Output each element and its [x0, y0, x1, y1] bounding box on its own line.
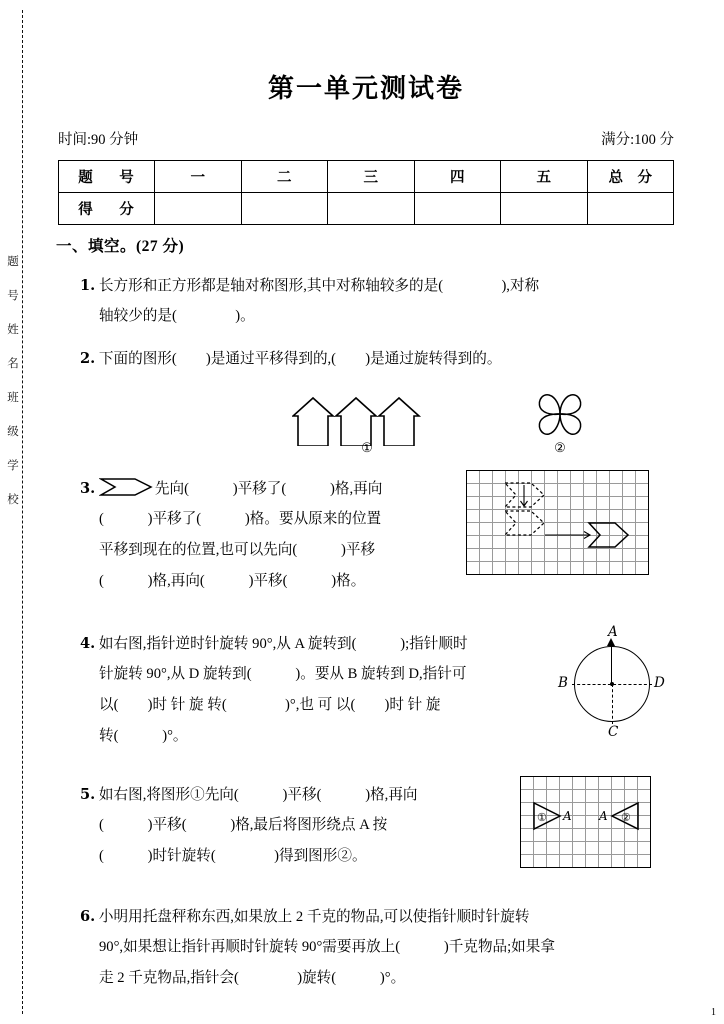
svg-text:A: A: [599, 809, 608, 823]
score-table-cell: 四: [414, 161, 501, 193]
strip-char: 名: [7, 358, 19, 370]
question-4-line2: [99, 659, 549, 690]
strip-char: 姓: [7, 324, 19, 336]
exam-page: [46, 0, 724, 1024]
question-number: 1.: [80, 277, 96, 294]
strip-char: 校: [7, 494, 19, 506]
score-input-cell[interactable]: [501, 193, 588, 225]
score-table-cell: 五: [501, 161, 588, 193]
question-text: 先向( )平移了( )格,再向: [154, 481, 383, 497]
question-text: ( )时针旋转( )得到图形②。: [99, 848, 367, 864]
svg-text:②: ②: [621, 811, 631, 824]
strip-char: 班: [7, 392, 19, 404]
question-text: ( )平移了( )格。要从原来的位置: [99, 511, 382, 527]
question-3-line2: [99, 504, 509, 535]
question-3: [80, 473, 500, 505]
score-input-cell[interactable]: [587, 193, 674, 225]
strip-char: 级: [7, 426, 19, 438]
dashed-fold-line: [22, 10, 23, 1014]
question-text: ( )格,再向( )平移( )格。: [99, 573, 366, 589]
page-number: 1: [711, 1007, 716, 1018]
question-1: [80, 270, 680, 302]
score-input-cell[interactable]: [241, 193, 328, 225]
question-4: [80, 628, 550, 660]
question-number: 3.: [80, 480, 96, 497]
circle-label-b: B: [558, 675, 568, 691]
circle-label-a: A: [608, 624, 618, 640]
question-text: 小明用托盘秤称东西,如果放上 2 千克的物品,可以使指针顺时针旋转: [98, 909, 530, 925]
question-text: 轴较少的是( )。: [99, 308, 255, 324]
question-text: 如右图,将图形①先向( )平移( )格,再向: [98, 787, 418, 803]
circle-label-d: D: [654, 675, 665, 691]
center-dot: [610, 682, 614, 686]
score-table-cell: 二: [241, 161, 328, 193]
question-5-line2: [99, 810, 549, 841]
score-input-cell[interactable]: [328, 193, 415, 225]
exam-meta: [58, 128, 674, 149]
question-3-line4: [99, 566, 509, 597]
question-5: [80, 779, 550, 811]
question-number: 6.: [80, 908, 96, 925]
question-1-line2: [99, 301, 679, 332]
score-table-cell: 题 号: [59, 161, 155, 193]
table-row: [59, 161, 674, 193]
question-6-line2: [99, 932, 679, 963]
vertical-axis-dashed: [612, 684, 613, 724]
clover-figure: [528, 386, 592, 446]
question-text: 下面的图形( )是通过平移得到的,( )是通过旋转得到的。: [98, 351, 502, 367]
question-number: 4.: [80, 635, 96, 652]
score-table-cell: 总 分: [587, 161, 674, 193]
question-text: ( )平移( )格,最后将图形绕点 A 按: [99, 817, 388, 833]
svg-text:①: ①: [537, 811, 547, 824]
question-text: 如右图,指针逆时针旋转 90°,从 A 旋转到( );指针顺时: [98, 636, 468, 652]
question-text: 转( )°。: [99, 728, 188, 744]
question-5-grid: [520, 776, 651, 868]
question-text: 长方形和正方形都是轴对称图形,其中对称轴较多的是( ),对称: [98, 278, 540, 294]
question-3-line3: [99, 535, 509, 566]
circle-label-c: C: [608, 724, 619, 740]
time-limit: 时间:90 分钟: [58, 132, 139, 148]
question-5-line3: [99, 841, 549, 872]
score-table-cell: 一: [155, 161, 242, 193]
question-text: 平移到现在的位置,也可以先向( )平移: [99, 542, 376, 558]
score-input-cell[interactable]: [414, 193, 501, 225]
question-text: 针旋转 90°,从 D 旋转到( )。要从 B 旋转到 D,指针可: [99, 666, 467, 682]
pentagon-arrow-icon: [99, 478, 155, 496]
question-number: 2.: [80, 350, 96, 367]
score-table-cell: 得 分: [59, 193, 155, 225]
page-title: 第一单元测试卷: [267, 74, 464, 104]
question-6: [80, 901, 680, 933]
question-4-line4: [99, 721, 549, 752]
strip-char: 题: [7, 256, 19, 268]
svg-text:A: A: [563, 809, 572, 823]
question-number: 5.: [80, 786, 96, 803]
question-text: 90°,如果想让指针再顺时针旋转 90°需要再放上( )千克物品;如果拿: [99, 939, 555, 955]
score-input-cell[interactable]: [155, 193, 242, 225]
strip-char: 号: [7, 290, 19, 302]
score-table-cell: 三: [328, 161, 415, 193]
arrows-figure: [292, 396, 442, 446]
question-6-line3: [99, 963, 679, 994]
figure-caption-2: ②: [554, 440, 566, 455]
total-score: 满分:100 分: [601, 132, 674, 148]
question-3-grid: [466, 470, 649, 575]
strip-char: 学: [7, 460, 19, 472]
section-heading-fill-in-blanks: 一、填空。(27 分): [56, 238, 185, 255]
figure-caption-1: ①: [361, 440, 373, 455]
pointer-needle: [611, 644, 612, 686]
question-text: 走 2 千克物品,指针会( )旋转( )°。: [99, 970, 406, 986]
binding-strip-text: [5, 245, 21, 517]
question-text: 以( )时 针 旋 转( )°,也 可 以( )时 针 旋: [99, 697, 441, 713]
table-row: [59, 193, 674, 225]
question-2: [80, 343, 680, 375]
score-table: [58, 160, 674, 225]
question-4-line3: [99, 690, 549, 721]
clock-circle-figure: [548, 624, 678, 743]
binding-strip: [0, 0, 46, 1024]
